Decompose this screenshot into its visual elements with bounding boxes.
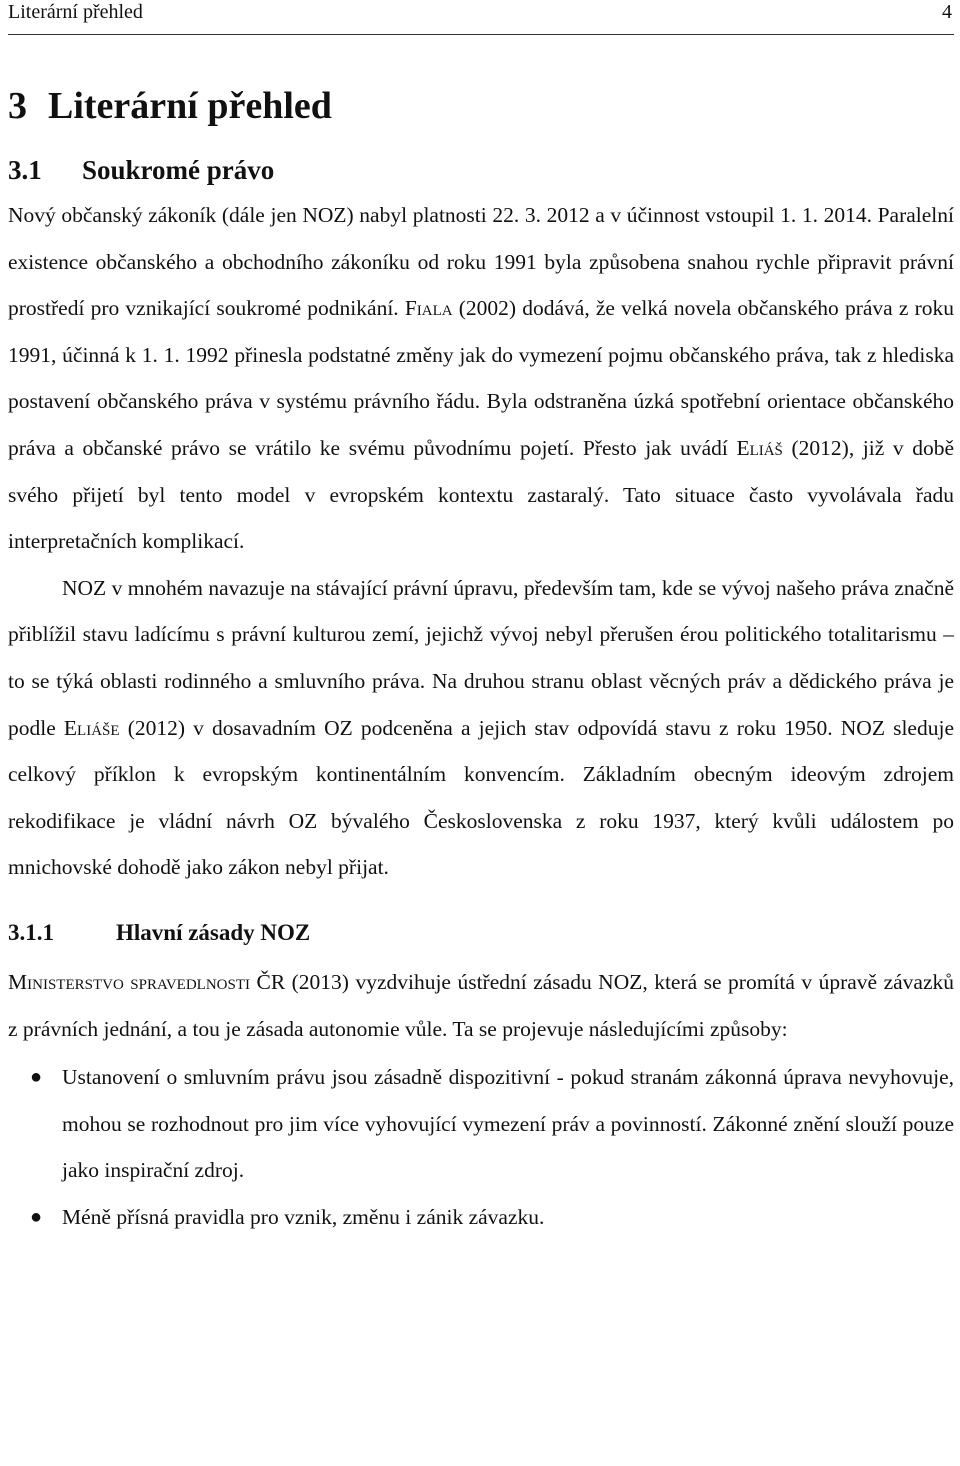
paragraph-text: Nový občanský zákoník (dále jen NOZ) nabyl platnosti 22. 3. 2012 a v účinnost vstoupil 1. 1. 2014. Paralelní existence občanského a obchodního zákoníku od roku 1991 byla způsobena snahou rychle připravit právní prostředí pro vznikající soukromé podnikání. — [8, 203, 954, 321]
list-item-text: Ustanovení o smluvním právu jsou zásadně dispozitivní - pokud stranám zákonná úprava nevyhovuje, mohou se rozhodnout pro jim více vyhovující vymezení práv a povinností. Zákonné znění slouží pouze jako inspirační zdroj. — [62, 1065, 954, 1183]
section-paragraph-1 — [8, 192, 954, 565]
page-content — [8, 78, 954, 1240]
paragraph-text: ČR (2013) vyzdvihuje ústřední zásadu NOZ, která se promítá v úpravě závazků z právních jednání, a tou je zásada autonomie vůle. Ta se projevuje následujícími způsoby: — [8, 969, 954, 1041]
author-citation: Fiala — [404, 296, 453, 321]
subsection-paragraph — [8, 959, 954, 1052]
author-citation: Ministerstvo spravedlnosti — [8, 969, 251, 994]
page-number: 4 — [942, 1, 952, 23]
list-item — [8, 1194, 954, 1241]
list-item — [8, 1054, 954, 1194]
section-heading — [8, 150, 954, 190]
subsection-number: 3.1.1 — [8, 919, 54, 945]
bullet-list — [8, 1054, 954, 1240]
section-paragraph-2 — [8, 565, 954, 891]
paragraph-text: (2002) dodává, že velká novela občanského práva z roku 1991, účinná k 1. 1. 1992 přinesla podstatné změny jak do vymezení pojmu občanského práva, tak z hlediska postavení občanského práva v systému právního řádu. Byla odstraněna úzká spotřební orientace občanského práva a občanské právo se vrátilo ke svému původnímu pojetí. Přesto jak uvádí — [8, 296, 954, 460]
chapter-number: 3 — [8, 85, 27, 127]
subsection-title: Hlavní zásady NOZ — [116, 919, 311, 945]
chapter-title: Literární přehled — [48, 85, 332, 127]
chapter-heading — [8, 78, 954, 134]
paragraph-text: (2012), již v době svého přijetí byl tento model v evropském kontextu zastaralý. Tato situace často vyvolávala řadu interpretačních komplikací. — [8, 435, 954, 554]
section-number: 3.1 — [8, 155, 42, 185]
bullet-icon: ● — [30, 1066, 43, 1089]
list-item-text: Méně přísná pravidla pro vznik, změnu i zánik závazku. — [62, 1204, 545, 1229]
paragraph-text: (2012) v dosavadním OZ podceněna a jejich stav odpovídá stavu z roku 1950. NOZ sleduje celkový příklon k evropským kontinentálním konvencím. Základním obecným ideovým zdrojem rekodifikace je vládní návrh OZ bývalého Československa z roku 1937, který kvůli událostem po mnichovské dohodě jako zákon nebyl přijat. — [8, 715, 954, 880]
section-title: Soukromé právo — [82, 155, 275, 185]
subsection-heading — [8, 915, 954, 951]
running-header — [8, 0, 954, 35]
paragraph-text: NOZ v mnohém navazuje na stávající právní úpravu, především tam, kde se vývoj našeho práva značně přiblížil stavu ladícímu s právní kulturou zemí, jejichž vývoj nebyl přerušen érou politického totalitarismu – to se týká oblasti rodinného a smluvního práva. Na druhou stranu oblast věcných práv a dědického práva je podle — [8, 575, 954, 740]
running-title: Literární přehled — [8, 1, 143, 23]
author-citation: Eliáše — [63, 715, 120, 740]
author-citation: Eliáš — [736, 435, 783, 460]
bullet-icon: ● — [30, 1205, 43, 1228]
